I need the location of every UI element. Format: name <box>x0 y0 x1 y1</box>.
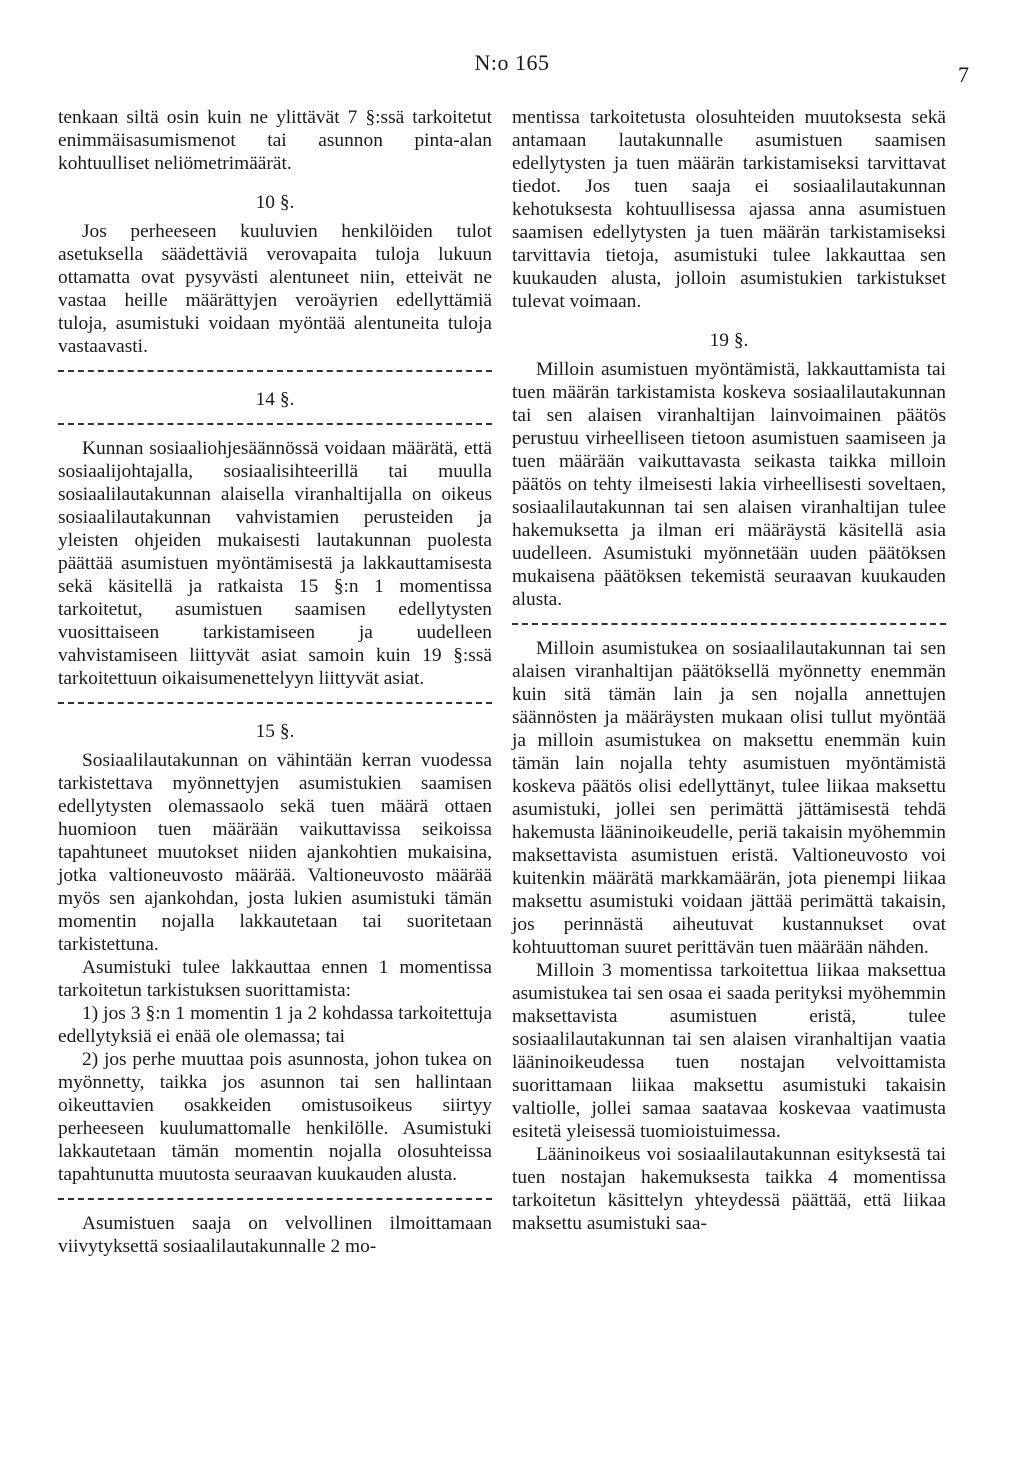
issue-number: N:o 165 <box>474 50 550 75</box>
omission-divider <box>512 623 946 625</box>
left-column <box>58 106 492 1258</box>
section-10-paragraph: Jos perheeseen kuuluvien henkilöiden tulot asetuksella säädettäviä verovapaita tuloja lukuun ottamatta ovat pysyvästi alentuneet niin, etteivät ne vastaa heille määrättyjen veroäyrien edellyttämiä tuloja, asumistuki voidaan myöntää alentuneita tuloja vastaavasti. <box>58 221 492 357</box>
right-column <box>512 106 946 1235</box>
omission-divider <box>58 423 492 425</box>
section-15-paragraph-1: Sosiaalilautakunnan on vähintään kerran vuodessa tarkistettava myönnettyjen asumistukien saamisen edellytysten olemassaolo sekä tuen määrä ottaen huomioon tuen määrään vaikuttavissa seikoissa tapahtuneet muutokset niiden ajankohtien mukaisina, jotka valtioneuvosto määrää. Valtioneuvosto määrää myös sen ajankohdan, josta lukien asumistuki tämän momentin nojalla lakkautetaan tai suoritetaan tarkistettuna. <box>58 750 492 955</box>
omission-divider <box>58 370 492 372</box>
omission-divider <box>58 1198 492 1200</box>
section-19-paragraph-3: Milloin asumistukea on sosiaalilautakunnan tai sen alaisen viranhaltijan päätöksellä myönnetty enemmän kuin sitä tämän lain ja sen nojalla annettujen säännösten ja määräysten mukaan olisi tullut myöntää ja milloin asumistukea on maksettu enemmän kuin tämän lain nojalla tehty asumistuen myöntämistä koskeva päätös olisi edellyttänyt, tulee liikaa maksettu asumistuki, jollei sen perimättä jättämisestä tehdä hakemusta lääninoikeudelle, periä takaisin myöhemmin maksettavista asumistuen eristä. Valtioneuvosto voi kuitenkin määrätä markkamäärän, jota pienempi liikaa maksettu asumistuki voidaan jättää perimättä takaisin, jos perinnästä aiheutuvat kustannukset ovat kohtuuttoman suuret perittävän tuen määrään nähden. <box>512 638 946 958</box>
left-paragraph-continuation: tenkaan siltä osin kuin ne ylittävät 7 §:ssä tarkoitetut enimmäisasumismenot tai asunnon pinta-alan kohtuulliset neliömetrimäärät. <box>58 107 492 174</box>
section-15-item-2: 2) jos perhe muuttaa pois asunnosta, johon tukea on myönnetty, taikka jos asunnon tai sen hallintaan oikeuttavien osakkeiden omistusoikeus siirtyy perheeseen kuulumattomalle henkilölle. Asumistuki lakkautetaan tämän momentin nojalla olosuhteissa tapahtunutta muutosta seuraavan kuukauden alusta. <box>58 1049 492 1185</box>
section-19-paragraph-4: Milloin 3 momentissa tarkoitettua liikaa maksettua asumistukea tai sen osaa ei saada perityksi myöhemmin maksettavista asumistuen eristä, tulee sosiaalilautakunnan tai sen alaisen viranhaltijan vaatia lääninoikeudessa tuen nostajan velvoittamista suorittamaan liikaa maksettu asumistuki takaisin valtiolle, jollei samaa saatavaa koskevaa vaatimusta esitetä yleisessä tuomioistuimessa. <box>512 960 946 1142</box>
section-heading-15: 15 §. <box>255 721 295 742</box>
section-15-paragraph-2: Asumistuki tulee lakkauttaa ennen 1 momentissa tarkoitetun tarkistuksen suorittamista: <box>58 957 492 1001</box>
section-heading-19: 19 §. <box>709 330 749 351</box>
section-19-paragraph-1: Milloin asumistuen myöntämistä, lakkauttamista tai tuen määrän tarkistamista koskeva sosiaalilautakunnan tai sen alaisen viranhaltijan lainvoimainen päätös perustuu virheelliseen tietoon asumistuen saamiseen ja tuen määrään vaikuttavasta seikasta taikka milloin päätös on tehty ilmeisesti lakia virheellisesti soveltaen, sosiaalilautakunnan tai sen alaisen viranhaltijan tulee hakemuksetta ja ilman eri määräystä käsitellä asia uudelleen. Asumistuki myönnetään uuden päätöksen mukaisena päätöksen tekemistä seuraavan kuukauden alusta. <box>512 359 946 610</box>
omission-divider <box>58 702 492 704</box>
section-heading-14: 14 §. <box>255 389 295 410</box>
section-15-paragraph-3: Asumistuen saaja on velvollinen ilmoittamaan viivytyksettä sosiaalilautakunnalle 2 mo- <box>58 1213 492 1257</box>
section-14-paragraph: Kunnan sosiaaliohjesäännössä voidaan määrätä, että sosiaalijohtajalla, sosiaalisihteerillä tai muulla sosiaalilautakunnan alaisella viranhaltijalla on oikeus sosiaalilautakunnan vahvistamien perusteiden ja yleisten ohjeiden mukaisesti lautakunnan puolesta päättää asumistuen myöntämisestä ja lakkauttamisesta sekä käsitellä ja ratkaista 15 §:n 1 momentissa tarkoitetut, asumistuen saamisen edellytysten vuosittaiseen tarkistamiseen ja uudelleen vahvistamiseen liittyvät asiat samoin kuin 19 §:ssä tarkoitettuun oikaisumenettelyyn liittyvät asiat. <box>58 438 492 689</box>
right-paragraph-continuation: mentissa tarkoitetusta olosuhteiden muutoksesta sekä antamaan lautakunnalle asumistuen saamisen edellytysten ja tuen määrän tarkistamiseksi tarvittavat tiedot. Jos tuen saaja ei sosiaalilautakunnan kehotuksesta kohtuullisessa ajassa anna asumistuen saamisen edellytysten ja tuen määrän tarkistamiseksi tarvittavia tietoja, asumistuki tulee lakkauttaa sen kuukauden alusta, jolloin asumistukien tarkistukset tulevat voimaan. <box>512 107 946 312</box>
section-heading-10: 10 §. <box>255 192 295 213</box>
section-15-item-1: 1) jos 3 §:n 1 momentin 1 ja 2 kohdassa tarkoitettuja edellytyksiä ei enää ole olemassa; tai <box>58 1003 492 1047</box>
page-number: 7 <box>958 62 969 87</box>
section-19-paragraph-5: Lääninoikeus voi sosiaalilautakunnan esityksestä tai tuen nostajan hakemuksesta taikka 4 momentissa tarkoitetun käsittelyn yhteydessä päättää, että liikaa maksettu asumistuki saa- <box>512 1144 946 1234</box>
